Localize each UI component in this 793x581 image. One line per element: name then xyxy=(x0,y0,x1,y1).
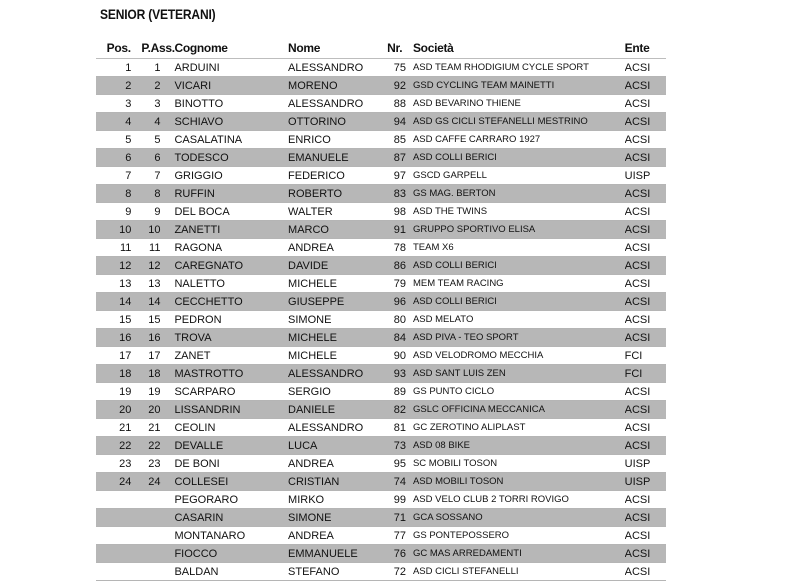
cell-pass: 6 xyxy=(141,149,174,167)
cell-cognome: PEDRON xyxy=(174,311,288,329)
cell-societa: GS PONTEPOSSERO xyxy=(413,527,625,545)
cell-nr: 72 xyxy=(387,563,413,581)
cell-cognome: ZANET xyxy=(174,347,288,365)
cell-nr: 95 xyxy=(387,455,413,473)
cell-ente: ACSI xyxy=(625,545,666,563)
table-row xyxy=(96,419,666,437)
cell-cognome: COLLESEI xyxy=(174,473,288,491)
cell-nome: EMANUELE xyxy=(288,149,387,167)
cell-societa: ASD BEVARINO THIENE xyxy=(413,95,625,113)
cell-nome: ALESSANDRO xyxy=(288,59,387,77)
table-header xyxy=(96,38,666,59)
cell-societa: ASD COLLI BERICI xyxy=(413,257,625,275)
cell-societa: GRUPPO SPORTIVO ELISA xyxy=(413,221,625,239)
cell-nome: MORENO xyxy=(288,77,387,95)
cell-pass: 7 xyxy=(141,167,174,185)
cell-pass: 19 xyxy=(141,383,174,401)
cell-nome: DAVIDE xyxy=(288,257,387,275)
cell-societa: ASD 08 BIKE xyxy=(413,437,625,455)
cell-ente: FCI xyxy=(625,347,666,365)
cell-nome: ALESSANDRO xyxy=(288,365,387,383)
cell-cognome: CASARIN xyxy=(174,509,288,527)
cell-societa: GSCD GARPELL xyxy=(413,167,625,185)
cell-nome: ROBERTO xyxy=(288,185,387,203)
cell-ente: ACSI xyxy=(625,59,666,77)
cell-ente: ACSI xyxy=(625,527,666,545)
cell-pos: 8 xyxy=(96,185,141,203)
cell-cognome: NALETTO xyxy=(174,275,288,293)
header-societa: Società xyxy=(412,41,454,55)
cell-pos: 16 xyxy=(96,329,141,347)
cell-nr: 92 xyxy=(387,77,413,95)
cell-nr: 89 xyxy=(387,383,413,401)
cell-nome: ENRICO xyxy=(288,131,387,149)
cell-cognome: GRIGGIO xyxy=(174,167,288,185)
cell-nr: 98 xyxy=(387,203,413,221)
cell-ente: ACSI xyxy=(625,491,666,509)
cell-ente: ACSI xyxy=(625,563,666,581)
cell-societa: GS MAG. BERTON xyxy=(413,185,625,203)
header-pos: Pos. xyxy=(106,41,131,55)
table-row xyxy=(96,509,666,527)
table-row xyxy=(96,113,666,131)
cell-societa: GC ZEROTINO ALIPLAST xyxy=(413,419,625,437)
cell-cognome: CAREGNATO xyxy=(174,257,288,275)
cell-pos: 19 xyxy=(96,383,141,401)
cell-societa: ASD CICLI STEFANELLI xyxy=(413,563,625,581)
cell-nr: 99 xyxy=(387,491,413,509)
cell-pass xyxy=(141,563,174,581)
table-row xyxy=(96,293,666,311)
cell-ente: ACSI xyxy=(625,419,666,437)
cell-pos: 5 xyxy=(96,131,141,149)
cell-cognome: SCARPARO xyxy=(174,383,288,401)
cell-nr: 83 xyxy=(387,185,413,203)
table-row xyxy=(96,167,666,185)
table-row xyxy=(96,311,666,329)
cell-societa: ASD SANT LUIS ZEN xyxy=(413,365,625,383)
cell-cognome: CEOLIN xyxy=(174,419,288,437)
header-row xyxy=(96,38,666,59)
cell-societa: GC MAS ARREDAMENTI xyxy=(413,545,625,563)
cell-nr: 78 xyxy=(387,239,413,257)
cell-pos: 2 xyxy=(96,77,141,95)
cell-ente: ACSI xyxy=(625,383,666,401)
cell-ente: ACSI xyxy=(625,257,666,275)
cell-cognome: ARDUINI xyxy=(174,59,288,77)
cell-pass: 14 xyxy=(141,293,174,311)
cell-pass: 16 xyxy=(141,329,174,347)
page-title: SENIOR (VETERANI) xyxy=(100,6,216,22)
cell-societa: ASD TEAM RHODIGIUM CYCLE SPORT xyxy=(413,59,625,77)
table-row xyxy=(96,275,666,293)
cell-pos xyxy=(96,527,141,545)
cell-nome: OTTORINO xyxy=(288,113,387,131)
cell-nome: ANDREA xyxy=(288,527,387,545)
cell-nome: MICHELE xyxy=(288,329,387,347)
cell-societa: MEM TEAM RACING xyxy=(413,275,625,293)
cell-societa: TEAM X6 xyxy=(413,239,625,257)
cell-cognome: RAGONA xyxy=(174,239,288,257)
cell-ente: UISP xyxy=(625,167,666,185)
cell-pass xyxy=(141,527,174,545)
cell-ente: UISP xyxy=(625,455,666,473)
cell-nome: ANDREA xyxy=(288,455,387,473)
cell-cognome: ZANETTI xyxy=(174,221,288,239)
cell-pass: 24 xyxy=(141,473,174,491)
cell-cognome: FIOCCO xyxy=(174,545,288,563)
cell-pos: 12 xyxy=(96,257,141,275)
cell-societa: SC MOBILI TOSON xyxy=(413,455,625,473)
cell-nr: 84 xyxy=(387,329,413,347)
cell-cognome: CECCHETTO xyxy=(174,293,288,311)
cell-pass xyxy=(141,509,174,527)
cell-societa: GSLC OFFICINA MECCANICA xyxy=(413,401,625,419)
cell-pos: 23 xyxy=(96,455,141,473)
cell-pass: 5 xyxy=(141,131,174,149)
cell-societa: ASD COLLI BERICI xyxy=(413,293,625,311)
table-row xyxy=(96,203,666,221)
cell-pos: 17 xyxy=(96,347,141,365)
cell-pass: 23 xyxy=(141,455,174,473)
cell-pass: 21 xyxy=(141,419,174,437)
cell-nome: MICHELE xyxy=(288,275,387,293)
table-row xyxy=(96,131,666,149)
cell-nr: 82 xyxy=(387,401,413,419)
cell-pos: 15 xyxy=(96,311,141,329)
header-nome: Nome xyxy=(288,41,321,55)
table-row xyxy=(96,455,666,473)
cell-ente: ACSI xyxy=(625,185,666,203)
cell-societa: GS PUNTO CICLO xyxy=(413,383,625,401)
cell-societa: GSD CYCLING TEAM MAINETTI xyxy=(413,77,625,95)
table-row xyxy=(96,401,666,419)
cell-pos: 7 xyxy=(96,167,141,185)
cell-pos: 21 xyxy=(96,419,141,437)
cell-cognome: TROVA xyxy=(174,329,288,347)
cell-societa: ASD GS CICLI STEFANELLI MESTRINO xyxy=(413,113,625,131)
cell-nome: LUCA xyxy=(288,437,387,455)
cell-nome: MARCO xyxy=(288,221,387,239)
cell-cognome: BINOTTO xyxy=(174,95,288,113)
cell-pos xyxy=(96,509,141,527)
header-nr: Nr. xyxy=(387,41,403,55)
table-row xyxy=(96,527,666,545)
cell-pos: 13 xyxy=(96,275,141,293)
cell-ente: ACSI xyxy=(625,131,666,149)
cell-societa: ASD PIVA - TEO SPORT xyxy=(413,329,625,347)
cell-pos xyxy=(96,491,141,509)
table-row xyxy=(96,491,666,509)
cell-nome: SIMONE xyxy=(288,509,387,527)
cell-ente: ACSI xyxy=(625,437,666,455)
cell-nome: EMMANUELE xyxy=(288,545,387,563)
cell-societa: GCA SOSSANO xyxy=(413,509,625,527)
cell-societa: ASD VELO CLUB 2 TORRI ROVIGO xyxy=(413,491,625,509)
cell-nr: 91 xyxy=(387,221,413,239)
results-table xyxy=(96,38,666,581)
cell-pos: 10 xyxy=(96,221,141,239)
cell-pos: 11 xyxy=(96,239,141,257)
table-row xyxy=(96,545,666,563)
cell-nome: DANIELE xyxy=(288,401,387,419)
cell-nr: 71 xyxy=(387,509,413,527)
cell-ente: ACSI xyxy=(625,401,666,419)
cell-nome: SIMONE xyxy=(288,311,387,329)
cell-pos: 24 xyxy=(96,473,141,491)
cell-nome: ANDREA xyxy=(288,239,387,257)
cell-ente: ACSI xyxy=(625,275,666,293)
cell-pos xyxy=(96,545,141,563)
cell-pos: 9 xyxy=(96,203,141,221)
cell-ente: ACSI xyxy=(625,239,666,257)
cell-pass: 12 xyxy=(141,257,174,275)
table-row xyxy=(96,383,666,401)
cell-nome: ALESSANDRO xyxy=(288,95,387,113)
cell-pass: 8 xyxy=(141,185,174,203)
cell-ente: ACSI xyxy=(625,77,666,95)
table-row xyxy=(96,563,666,581)
cell-nr: 94 xyxy=(387,113,413,131)
cell-ente: ACSI xyxy=(625,149,666,167)
cell-pass xyxy=(141,545,174,563)
table-row xyxy=(96,473,666,491)
cell-ente: UISP xyxy=(625,473,666,491)
cell-nr: 90 xyxy=(387,347,413,365)
header-ente: Ente xyxy=(624,41,650,55)
cell-societa: ASD CAFFE CARRARO 1927 xyxy=(413,131,625,149)
cell-societa: ASD COLLI BERICI xyxy=(413,149,625,167)
cell-pos: 18 xyxy=(96,365,141,383)
cell-pass: 1 xyxy=(141,59,174,77)
table-row xyxy=(96,257,666,275)
cell-pos: 6 xyxy=(96,149,141,167)
cell-nr: 77 xyxy=(387,527,413,545)
cell-ente: ACSI xyxy=(625,509,666,527)
table-row xyxy=(96,239,666,257)
cell-pass: 2 xyxy=(141,77,174,95)
cell-cognome: RUFFIN xyxy=(174,185,288,203)
cell-nome: MICHELE xyxy=(288,347,387,365)
cell-nome: GIUSEPPE xyxy=(288,293,387,311)
cell-cognome: SCHIAVO xyxy=(174,113,288,131)
cell-cognome: CASALATINA xyxy=(174,131,288,149)
table-body xyxy=(96,59,666,581)
table-row xyxy=(96,347,666,365)
table-row xyxy=(96,365,666,383)
cell-pos: 4 xyxy=(96,113,141,131)
cell-cognome: TODESCO xyxy=(174,149,288,167)
cell-pass: 3 xyxy=(141,95,174,113)
cell-cognome: BALDAN xyxy=(174,563,288,581)
cell-nr: 93 xyxy=(387,365,413,383)
cell-pos: 14 xyxy=(96,293,141,311)
cell-pass: 20 xyxy=(141,401,174,419)
cell-ente: ACSI xyxy=(625,311,666,329)
cell-cognome: MASTROTTO xyxy=(174,365,288,383)
cell-societa: ASD MELATO xyxy=(413,311,625,329)
cell-ente: ACSI xyxy=(625,203,666,221)
cell-pass: 4 xyxy=(141,113,174,131)
cell-pos: 20 xyxy=(96,401,141,419)
cell-ente: ACSI xyxy=(625,221,666,239)
cell-societa: ASD MOBILI TOSON xyxy=(413,473,625,491)
cell-nr: 88 xyxy=(387,95,413,113)
cell-pass: 10 xyxy=(141,221,174,239)
cell-pass: 18 xyxy=(141,365,174,383)
table-row xyxy=(96,221,666,239)
cell-pos: 3 xyxy=(96,95,141,113)
cell-ente: FCI xyxy=(625,365,666,383)
cell-pass: 11 xyxy=(141,239,174,257)
table-row xyxy=(96,149,666,167)
cell-nr: 81 xyxy=(387,419,413,437)
cell-nr: 75 xyxy=(387,59,413,77)
cell-pos: 1 xyxy=(96,59,141,77)
cell-nr: 86 xyxy=(387,257,413,275)
cell-nr: 80 xyxy=(387,311,413,329)
cell-pass xyxy=(141,491,174,509)
cell-societa: ASD VELODROMO MECCHIA xyxy=(413,347,625,365)
header-pass: P.Ass. xyxy=(141,41,175,55)
cell-cognome: DE BONI xyxy=(174,455,288,473)
cell-societa: ASD THE TWINS xyxy=(413,203,625,221)
cell-nr: 97 xyxy=(387,167,413,185)
table-row xyxy=(96,77,666,95)
cell-ente: ACSI xyxy=(625,95,666,113)
table-row xyxy=(96,59,666,77)
cell-ente: ACSI xyxy=(625,329,666,347)
cell-nr: 87 xyxy=(387,149,413,167)
cell-ente: ACSI xyxy=(625,293,666,311)
table-row xyxy=(96,437,666,455)
cell-nome: FEDERICO xyxy=(288,167,387,185)
cell-cognome: LISSANDRIN xyxy=(174,401,288,419)
cell-nome: ALESSANDRO xyxy=(288,419,387,437)
cell-nome: MIRKO xyxy=(288,491,387,509)
cell-nr: 79 xyxy=(387,275,413,293)
cell-nome: SERGIO xyxy=(288,383,387,401)
cell-nome: CRISTIAN xyxy=(288,473,387,491)
cell-pass: 15 xyxy=(141,311,174,329)
table-row xyxy=(96,329,666,347)
cell-pass: 9 xyxy=(141,203,174,221)
table-row xyxy=(96,95,666,113)
cell-cognome: MONTANARO xyxy=(174,527,288,545)
cell-pass: 17 xyxy=(141,347,174,365)
cell-nr: 96 xyxy=(387,293,413,311)
cell-cognome: VICARI xyxy=(174,77,288,95)
cell-cognome: DEL BOCA xyxy=(174,203,288,221)
header-cognome: Cognome xyxy=(174,41,228,55)
cell-nr: 73 xyxy=(387,437,413,455)
cell-pass: 22 xyxy=(141,437,174,455)
cell-nr: 85 xyxy=(387,131,413,149)
table-row xyxy=(96,185,666,203)
cell-ente: ACSI xyxy=(625,113,666,131)
cell-nr: 74 xyxy=(387,473,413,491)
cell-cognome: DEVALLE xyxy=(174,437,288,455)
cell-nome: WALTER xyxy=(288,203,387,221)
cell-cognome: PEGORARO xyxy=(174,491,288,509)
cell-nr: 76 xyxy=(387,545,413,563)
cell-pos xyxy=(96,563,141,581)
cell-pass: 13 xyxy=(141,275,174,293)
cell-nome: STEFANO xyxy=(288,563,387,581)
cell-pos: 22 xyxy=(96,437,141,455)
